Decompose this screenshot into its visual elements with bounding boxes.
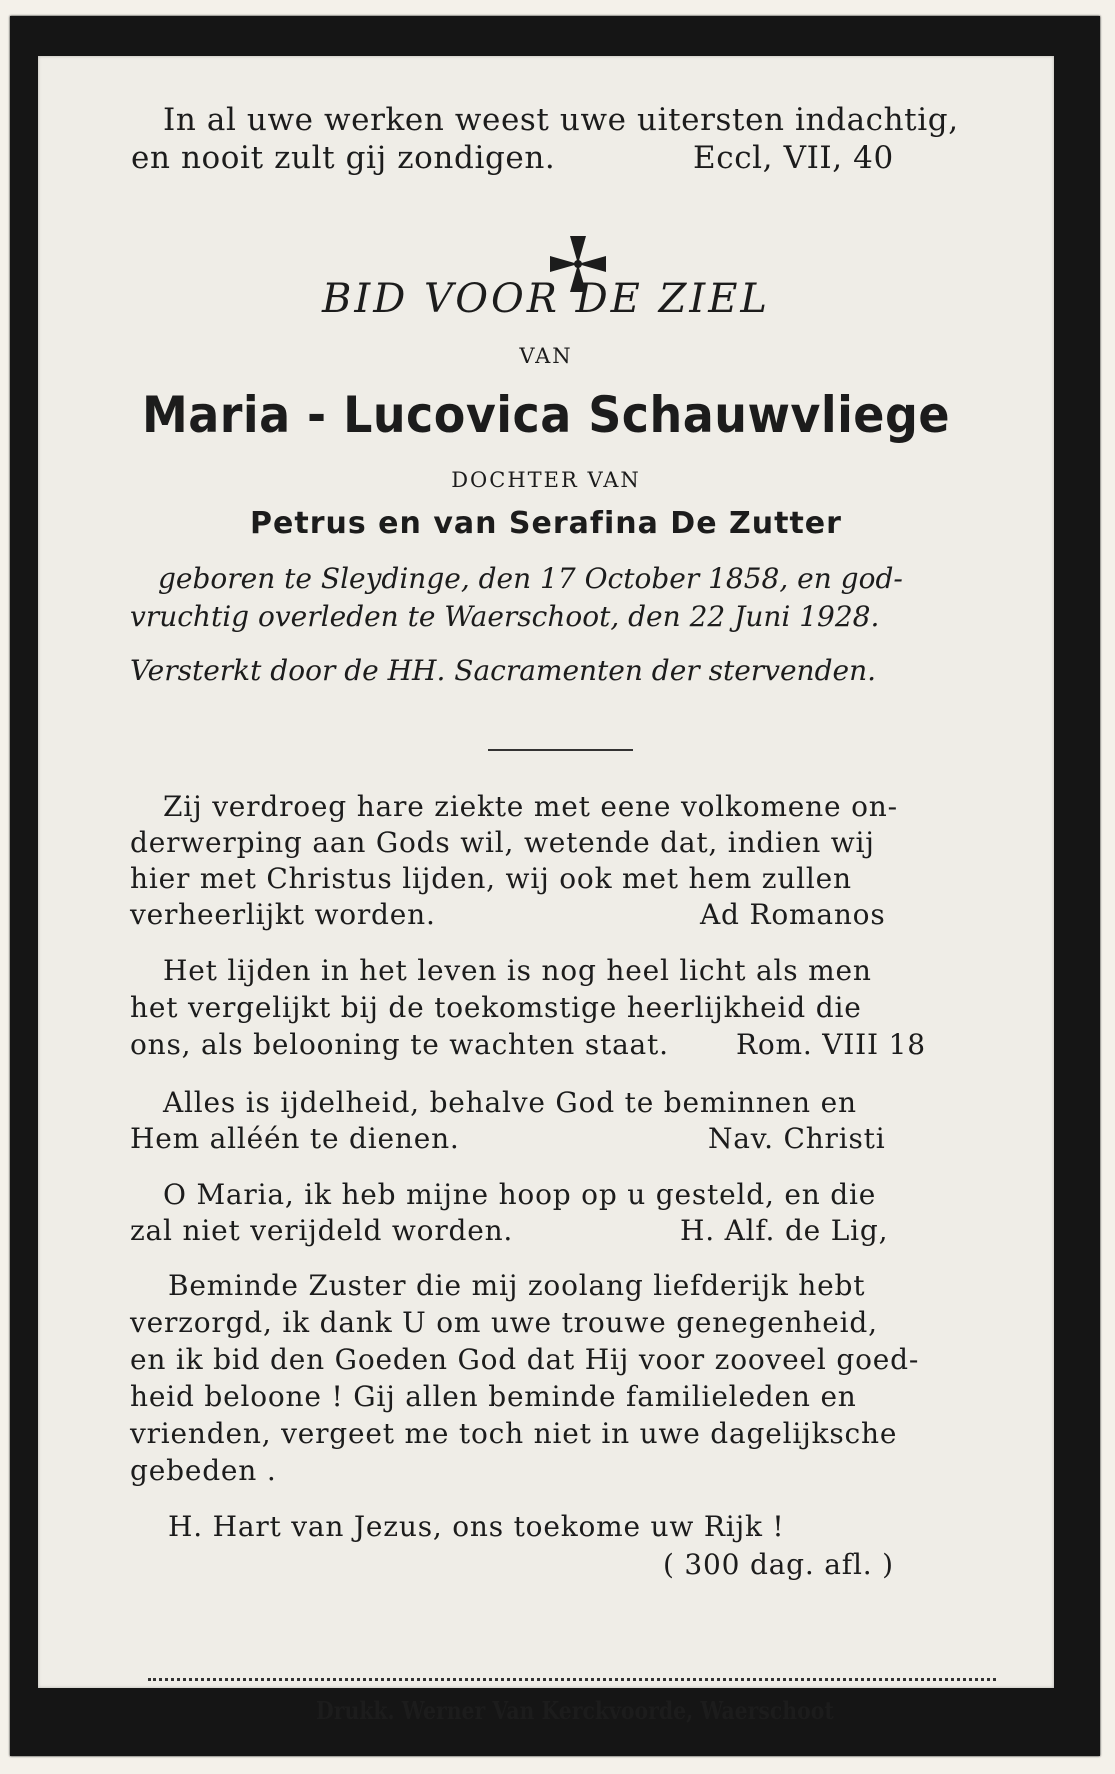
bio-line-2: vruchtig overleden te Waerschoot, den 22 Juni 1928. bbox=[130, 600, 880, 633]
passage-3-reference: Nav. Christi bbox=[708, 1122, 886, 1155]
motto-reference: Eccl, VII, 40 bbox=[693, 140, 894, 176]
card-paper bbox=[38, 56, 1054, 1725]
passage-4-line-1: O Maria, ik heb mijne hoop op u gesteld, en die bbox=[163, 1178, 877, 1211]
passage-3-line-2: Hem alléén te dienen. bbox=[130, 1122, 460, 1155]
passage-1-line-1: Zij verdroeg hare ziekte met eene volkomene on- bbox=[163, 790, 898, 823]
memorial-card bbox=[10, 16, 1100, 1756]
printer-credit: Drukk. Werner Van Kerckvoorde, Waerschoot bbox=[316, 1696, 834, 1725]
passage-1-line-4: verheerlijkt worden. bbox=[130, 898, 436, 931]
passage-2-line-1: Het lijden in het leven is nog heel licht als men bbox=[163, 954, 872, 987]
dochter-van-label: DOCHTER VAN bbox=[451, 468, 641, 492]
parents-names: Petrus en van Serafina De Zutter bbox=[250, 506, 842, 541]
passage-4-reference: H. Alf. de Lig, bbox=[680, 1214, 889, 1247]
passage-6-reference: ( 300 dag. afl. ) bbox=[663, 1548, 894, 1581]
van-label: VAN bbox=[519, 344, 573, 368]
divider bbox=[488, 749, 633, 751]
passage-1-line-3: hier met Christus lijden, wij ook met hem zullen bbox=[130, 862, 852, 895]
deceased-name: Maria - Lucovica Schauwvliege bbox=[141, 386, 951, 444]
motto-line-2: en nooit zult gij zondigen. bbox=[131, 140, 556, 176]
passage-5-line-2: verzorgd, ik dank U om uwe trouwe genegenheid, bbox=[130, 1306, 878, 1339]
title: BID VOOR DE ZIEL bbox=[322, 276, 770, 322]
bio-line-3: Versterkt door de HH. Sacramenten der stervenden. bbox=[130, 654, 877, 687]
passage-5-line-1: Beminde Zuster die mij zoolang liefderijk hebt bbox=[168, 1269, 866, 1302]
passage-2-line-2: het vergelijkt bij de toekomstige heerlijkheid die bbox=[130, 991, 862, 1024]
passage-4-line-2: zal niet verijdeld worden. bbox=[130, 1214, 514, 1247]
passage-5-line-4: heid beloone ! Gij allen beminde familieleden en bbox=[130, 1380, 857, 1413]
passage-1-line-2: derwerping aan Gods wil, wetende dat, indien wij bbox=[130, 826, 875, 859]
passage-2-reference: Rom. VIII 18 bbox=[736, 1028, 926, 1061]
bio-line-1: geboren te Sleydinge, den 17 October 1858, en god- bbox=[158, 562, 903, 595]
dotted-divider bbox=[148, 1678, 996, 1681]
motto-line-1: In al uwe werken weest uwe uitersten indachtig, bbox=[163, 102, 959, 138]
passage-6-line-1: H. Hart van Jezus, ons toekome uw Rijk ! bbox=[168, 1510, 785, 1543]
passage-5-line-5: vrienden, vergeet me toch niet in uwe dagelijksche bbox=[130, 1417, 898, 1450]
passage-5-line-6: gebeden . bbox=[130, 1454, 277, 1487]
passage-2-line-3: ons, als belooning te wachten staat. bbox=[130, 1028, 669, 1061]
passage-5-line-3: en ik bid den Goeden God dat Hij voor zooveel goed- bbox=[130, 1343, 920, 1376]
passage-1-reference: Ad Romanos bbox=[700, 898, 886, 931]
passage-3-line-1: Alles is ijdelheid, behalve God te beminnen en bbox=[163, 1086, 857, 1119]
